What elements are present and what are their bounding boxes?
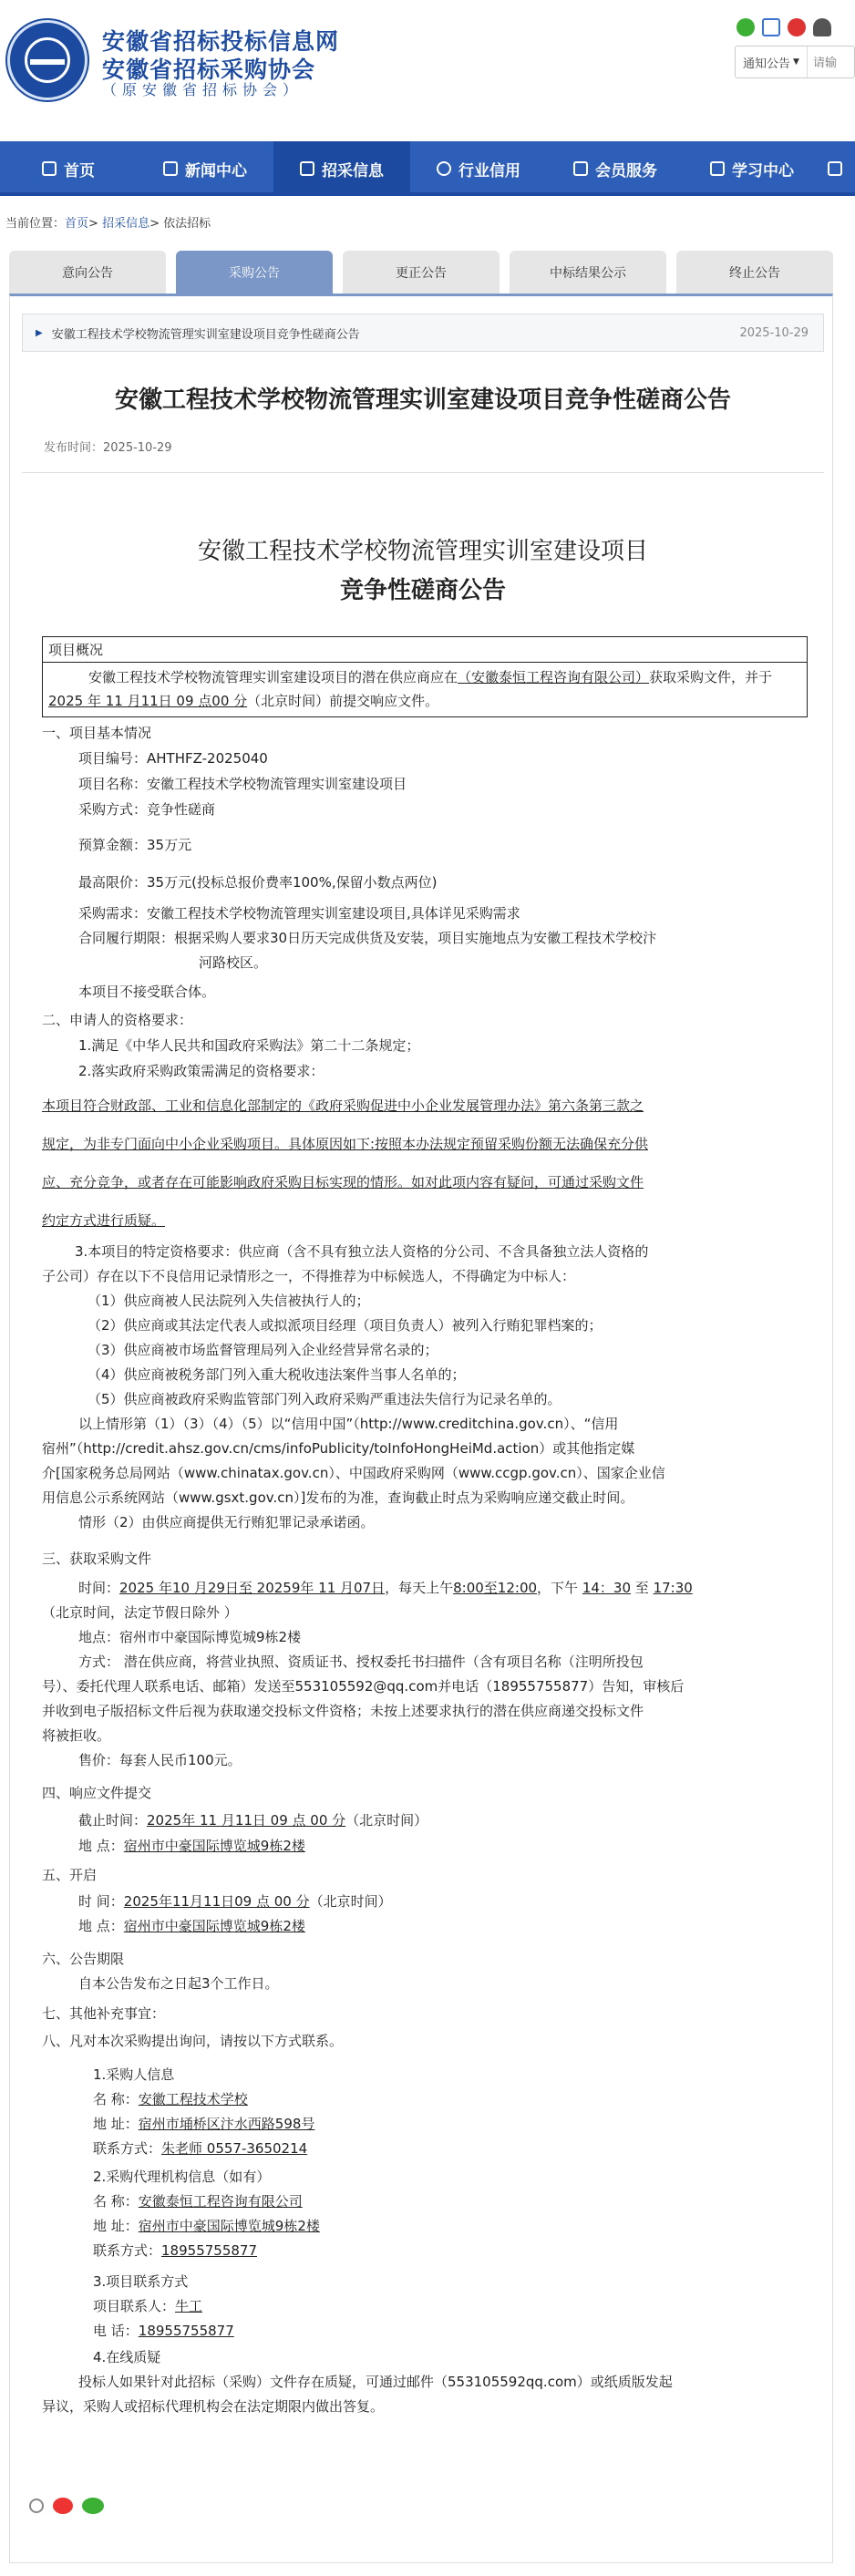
label: 地 址： [93,2218,139,2234]
nav-learning[interactable] [684,141,820,196]
list-item[interactable] [22,314,824,352]
tab-procurement[interactable]: 采购公告 [176,251,333,294]
chevron-down-icon: ▼ [793,57,799,67]
breadcrumb-home[interactable]: 首页 [65,217,89,231]
acquire-method-cont: 将被拒收。 [42,1727,111,1744]
publish-time: 发布时间：2025-10-29 [44,441,172,455]
label: 地 点： [78,1918,124,1934]
agency-name-value: 安徽泰恒工程咨询有限公司 [138,2193,303,2210]
member-icon [573,161,588,176]
sme-policy-line [42,1209,165,1232]
objection-note: 投标人如果针对此招标（采购）文件存在质疑，可通过邮件（553105592qq.com）或纸质版发起 [78,2374,673,2390]
credit-icon [437,161,451,176]
procurement-icon [300,161,314,176]
agency-name [93,2190,303,2213]
purchaser-address [93,2112,314,2136]
sme-policy-line [42,1170,644,1194]
label: ，每天上午 [385,1580,454,1596]
main-nav [0,141,855,196]
weibo-share-icon[interactable] [53,2498,73,2514]
label: 至 [631,1580,654,1596]
consortium-note: 本项目不接受联合体。 [78,984,216,1000]
wechat-share-icon[interactable] [82,2498,104,2514]
notice-tabs [9,251,843,294]
list-item-date: 2025-10-29 [739,325,809,340]
sme-policy-line [42,1094,644,1118]
breadcrumb-sep: > [88,217,103,231]
objection-note-cont: 异议，采购人或招标代理机构会在法定期限内做出答复。 [42,2398,385,2415]
nav-news[interactable] [137,141,273,196]
project-code: 项目编号：AHTHFZ-2025040 [78,750,268,767]
purchaser-contact-value: 朱老师 0557-3650214 [161,2140,308,2157]
label: 地 址： [93,2116,139,2132]
agency-address [93,2214,320,2238]
site-title-1: 安徽省招标投标信息网 [102,28,340,55]
nav-procurement[interactable] [273,141,410,196]
label: 联系方式： [93,2140,162,2157]
acquire-location: 地点：宿州市中豪国际博览城9栋2楼 [78,1629,302,1645]
sme-policy-text: 应、充分竞争，或者存在可能影响政府采购目标实现的情形。如对此项内容有疑问，可通过采购文件 [42,1174,644,1190]
qualification-2: 2.落实政府采购政策需满足的资格要求： [78,1063,324,1079]
procurement-method: 采购方式：竞争性磋商 [78,801,216,818]
submit-deadline [78,1808,428,1832]
tab-result[interactable]: 中标结果公示 [510,251,666,294]
sme-policy-text: 约定方式进行质疑。 [42,1212,166,1229]
section-heading: 三、获取采购文件 [42,1551,152,1567]
credit-item: （3）供应商被市场监督管理局列入企业经营异常名录的； [88,1342,438,1358]
project-contact-name-value: 牛工 [175,2298,203,2314]
purchaser-name-value: 安徽工程技术学校 [138,2091,248,2107]
more-icon [828,161,842,176]
acquire-method: 方式： 潜在供应商，将营业执照、资质证书、授权委托书扫描件（含有项目名称（注明所投包 [78,1654,644,1670]
user-icon[interactable] [813,18,831,36]
site-title-2: 安徽省招标采购协会 [102,57,316,83]
weibo-icon[interactable] [788,18,806,36]
mail-icon[interactable] [762,18,780,36]
news-icon [163,161,178,176]
contract-period: 合同履行期限：根据采购人要求30日历天完成供货及安装，项目实施地点为安徽工程技术学校汴 [78,930,657,946]
credit-item: （4）供应商被税务部门列入重大税收违法案件当事人名单的； [88,1366,466,1383]
label: 项目联系人： [93,2298,176,2314]
wechat-icon[interactable] [737,18,755,36]
label: 名 称： [93,2193,139,2210]
qualification-1: 1.满足《中华人民共和国政府采购法》第二十二条规定； [78,1037,420,1054]
overview-head: 项目概况 [43,637,807,663]
budget: 预算金额：35万元 [78,837,192,853]
label: 名 称： [93,2091,139,2107]
overview-body [43,663,807,716]
section-heading: 六、公告期限 [42,1951,125,1967]
credit-item: （1）供应商被人民法院列入失信被执行人的； [88,1293,370,1309]
search-input[interactable] [808,56,853,69]
nav-credit[interactable] [410,141,547,196]
section-heading: 七、其他补充事宜： [42,2005,166,2022]
procurement-need: 采购需求：安徽工程技术学校物流管理实训室建设项目,具体详见采购需求 [78,905,520,922]
nav-label: 新闻中心 [185,161,247,180]
site-header [0,0,855,141]
label: 时间： [78,1580,120,1596]
acquire-time-note: （北京时间，法定节假日除外 ） [42,1604,238,1621]
nav-home[interactable] [0,141,137,196]
deadline-value: 2025年 11 月11日 09 点 00 分 [147,1812,346,1829]
purchaser-address-value: 宿州市埇桥区汴水西路598号 [138,2116,315,2132]
acquire-method-cont: 并收到电子版招标文件后视为获取递交投标文件资格；未按上述要求执行的潜在供应商递交投标文件 [42,1703,644,1719]
tab-correction[interactable]: 更正公告 [343,251,500,294]
breadcrumb-prefix: 当前位置： [5,217,66,231]
label: （北京时间） [345,1812,428,1829]
breadcrumb-section[interactable]: 招采信息 [102,217,150,231]
submit-location [78,1834,305,1858]
contact-heading: 1.采购人信息 [93,2066,175,2083]
nav-label: 首页 [64,161,95,180]
label: 地 点： [78,1838,124,1854]
share-icon[interactable] [29,2499,44,2513]
credit-note: 情形（2）由供应商提供无行贿犯罪记录承诺函。 [78,1514,375,1530]
sme-policy-text: 规定，为非专门面向中小企业采购项目。具体原因如下:按照本办法规定预留采购份额无法确保充分供 [42,1136,649,1152]
afternoon-start: 14：30 [582,1580,632,1596]
document-price: 售价：每套人民币100元。 [78,1752,242,1768]
divider [22,472,824,473]
nav-member[interactable] [547,141,684,196]
contract-period-cont: 河路校区。 [199,954,268,971]
section-heading: 八、凡对本次采购提出询问，请按以下方式联系。 [42,2033,344,2049]
doc-title-1: 安徽工程技术学校物流管理实训室建设项目 [197,538,648,565]
overview-agency: （安徽泰恒工程咨询有限公司） [458,669,650,685]
open-time [78,1890,392,1913]
search-category-label: 通知公告 [743,57,791,71]
credit-source: 宿州”（http://credit.ahsz.gov.cn/cms/infoPublicity/toInfoHongHeiMd.action）或其他指定媒 [42,1440,635,1457]
breadcrumb-sep: > [149,217,164,231]
nav-label: 会员服务 [595,161,657,180]
acquire-time [78,1576,693,1600]
search-box [735,46,855,78]
label: 联系方式： [93,2242,162,2259]
search-category-select[interactable] [736,46,808,77]
label: 电 话： [93,2323,139,2339]
max-price: 最高限价：35万元(投标总报价费率100%,保留小数点两位) [78,874,438,891]
breadcrumb [5,213,211,231]
label: ，下午 [537,1580,582,1596]
section-heading: 二、申请人的资格要求： [42,1012,193,1028]
agency-contact [93,2239,257,2262]
label: 截止时间： [78,1812,148,1829]
special-requirements-cont: 子公司）存在以下不良信用记录情形之一，不得推荐为中标候选人，不得确定为中标人： [42,1268,576,1284]
site-title-3: （原安徽省招标协会） [102,81,304,98]
notice-period: 自本公告发布之日起3个工作日。 [78,1975,279,1992]
overview-text: 获取采购文件，并于 [649,669,773,685]
nav-more[interactable] [820,141,855,196]
acquire-date-range: 2025 年10 月29日至 20259年 11 月07日 [119,1580,386,1596]
contact-heading: 3.项目联系方式 [93,2273,189,2290]
special-requirements: 3.本项目的特定资格要求：供应商（含不具有独立法人资格的分公司、不含具备独立法人资格的 [75,1243,649,1260]
nav-label: 招采信息 [322,161,384,180]
project-contact-name [93,2294,202,2318]
home-icon [42,161,57,176]
credit-source: 以上情形第（1）（3）（4）（5）以“信用中国”（http://www.creditchina.gov.cn）、“信用 [78,1416,619,1432]
nav-label: 行业信用 [458,161,520,180]
tab-termination[interactable]: 终止公告 [676,251,833,294]
credit-item: （2）供应商或其法定代表人或拟派项目经理（项目负责人）被列入行贿犯罪档案的； [88,1317,603,1334]
overview-deadline: 2025 年 11 月11日 09 点00 分 [48,693,248,709]
open-location-value: 宿州市中豪国际博览城9栋2楼 [123,1918,305,1934]
overview-text: 安徽工程技术学校物流管理实训室建设项目的潜在供应商应在 [88,669,458,685]
sme-policy-text: 本项目符合财政部、工业和信息化部制定的《政府采购促进中小企业发展管理办法》第六条第三款之 [42,1097,644,1114]
project-contact-phone [93,2319,234,2343]
overview-box [42,636,808,717]
article-title: 安徽工程技术学校物流管理实训室建设项目竞争性磋商公告 [114,386,731,414]
sme-policy-line [42,1132,648,1156]
doc-title-2: 竞争性磋商公告 [339,577,506,604]
agency-address-value: 宿州市中豪国际博览城9栋2楼 [138,2218,320,2234]
agency-contact-value: 18955755877 [161,2242,257,2259]
morning-hours: 8:00至12:00 [453,1580,538,1596]
tab-intent[interactable]: 意向公告 [9,251,166,294]
nav-label: 学习中心 [732,161,794,180]
caret-right-icon: ▶ [36,327,43,338]
open-location [78,1914,305,1938]
contact-heading: 4.在线质疑 [93,2349,161,2365]
project-contact-phone-value: 18955755877 [138,2323,234,2339]
share-bar [29,2498,104,2514]
overview-text: （北京时间）前提交响应文件。 [247,693,439,709]
location-value: 宿州市中豪国际博览城9栋2楼 [123,1838,305,1854]
acquire-method-cont: 号）、委托代理人联系电话、邮箱）发送至553105592@qq.com并电话（18955755877）告知，审核后 [42,1678,685,1695]
label: 时 间： [78,1893,124,1910]
site-logo[interactable] [7,20,88,100]
section-heading: 五、开启 [42,1867,98,1883]
purchaser-contact [93,2137,307,2160]
learning-icon [710,161,725,176]
section-heading: 一、项目基本情况 [42,725,152,741]
afternoon-end: 17:30 [653,1580,693,1596]
open-time-value: 2025年11月11日09 点 00 分 [123,1893,310,1910]
top-icons [737,18,831,36]
credit-source: 用信息公示系统网站（www.gsxt.gov.cn）]发布的为准，查询截止时点为采购响应递交截止时间。 [42,1489,634,1506]
section-heading: 四、响应文件提交 [42,1785,152,1801]
credit-source: 介[国家税务总局网站（www.chinatax.gov.cn）、中国政府采购网（www.ccgp.gov.cn）、国家企业信 [42,1465,665,1481]
credit-item: （5）供应商被政府采购监管部门列入政府采购严重违法失信行为记录名单的。 [88,1391,561,1407]
contact-heading: 2.采购代理机构信息（如有） [93,2169,271,2185]
project-name: 项目名称：安徽工程技术学校物流管理实训室建设项目 [78,776,407,792]
label: （北京时间） [309,1893,392,1910]
breadcrumb-current: 依法招标 [163,217,211,231]
purchaser-name [93,2087,248,2111]
list-item-title: 安徽工程技术学校物流管理实训室建设项目竞争性磋商公告 [51,327,360,342]
